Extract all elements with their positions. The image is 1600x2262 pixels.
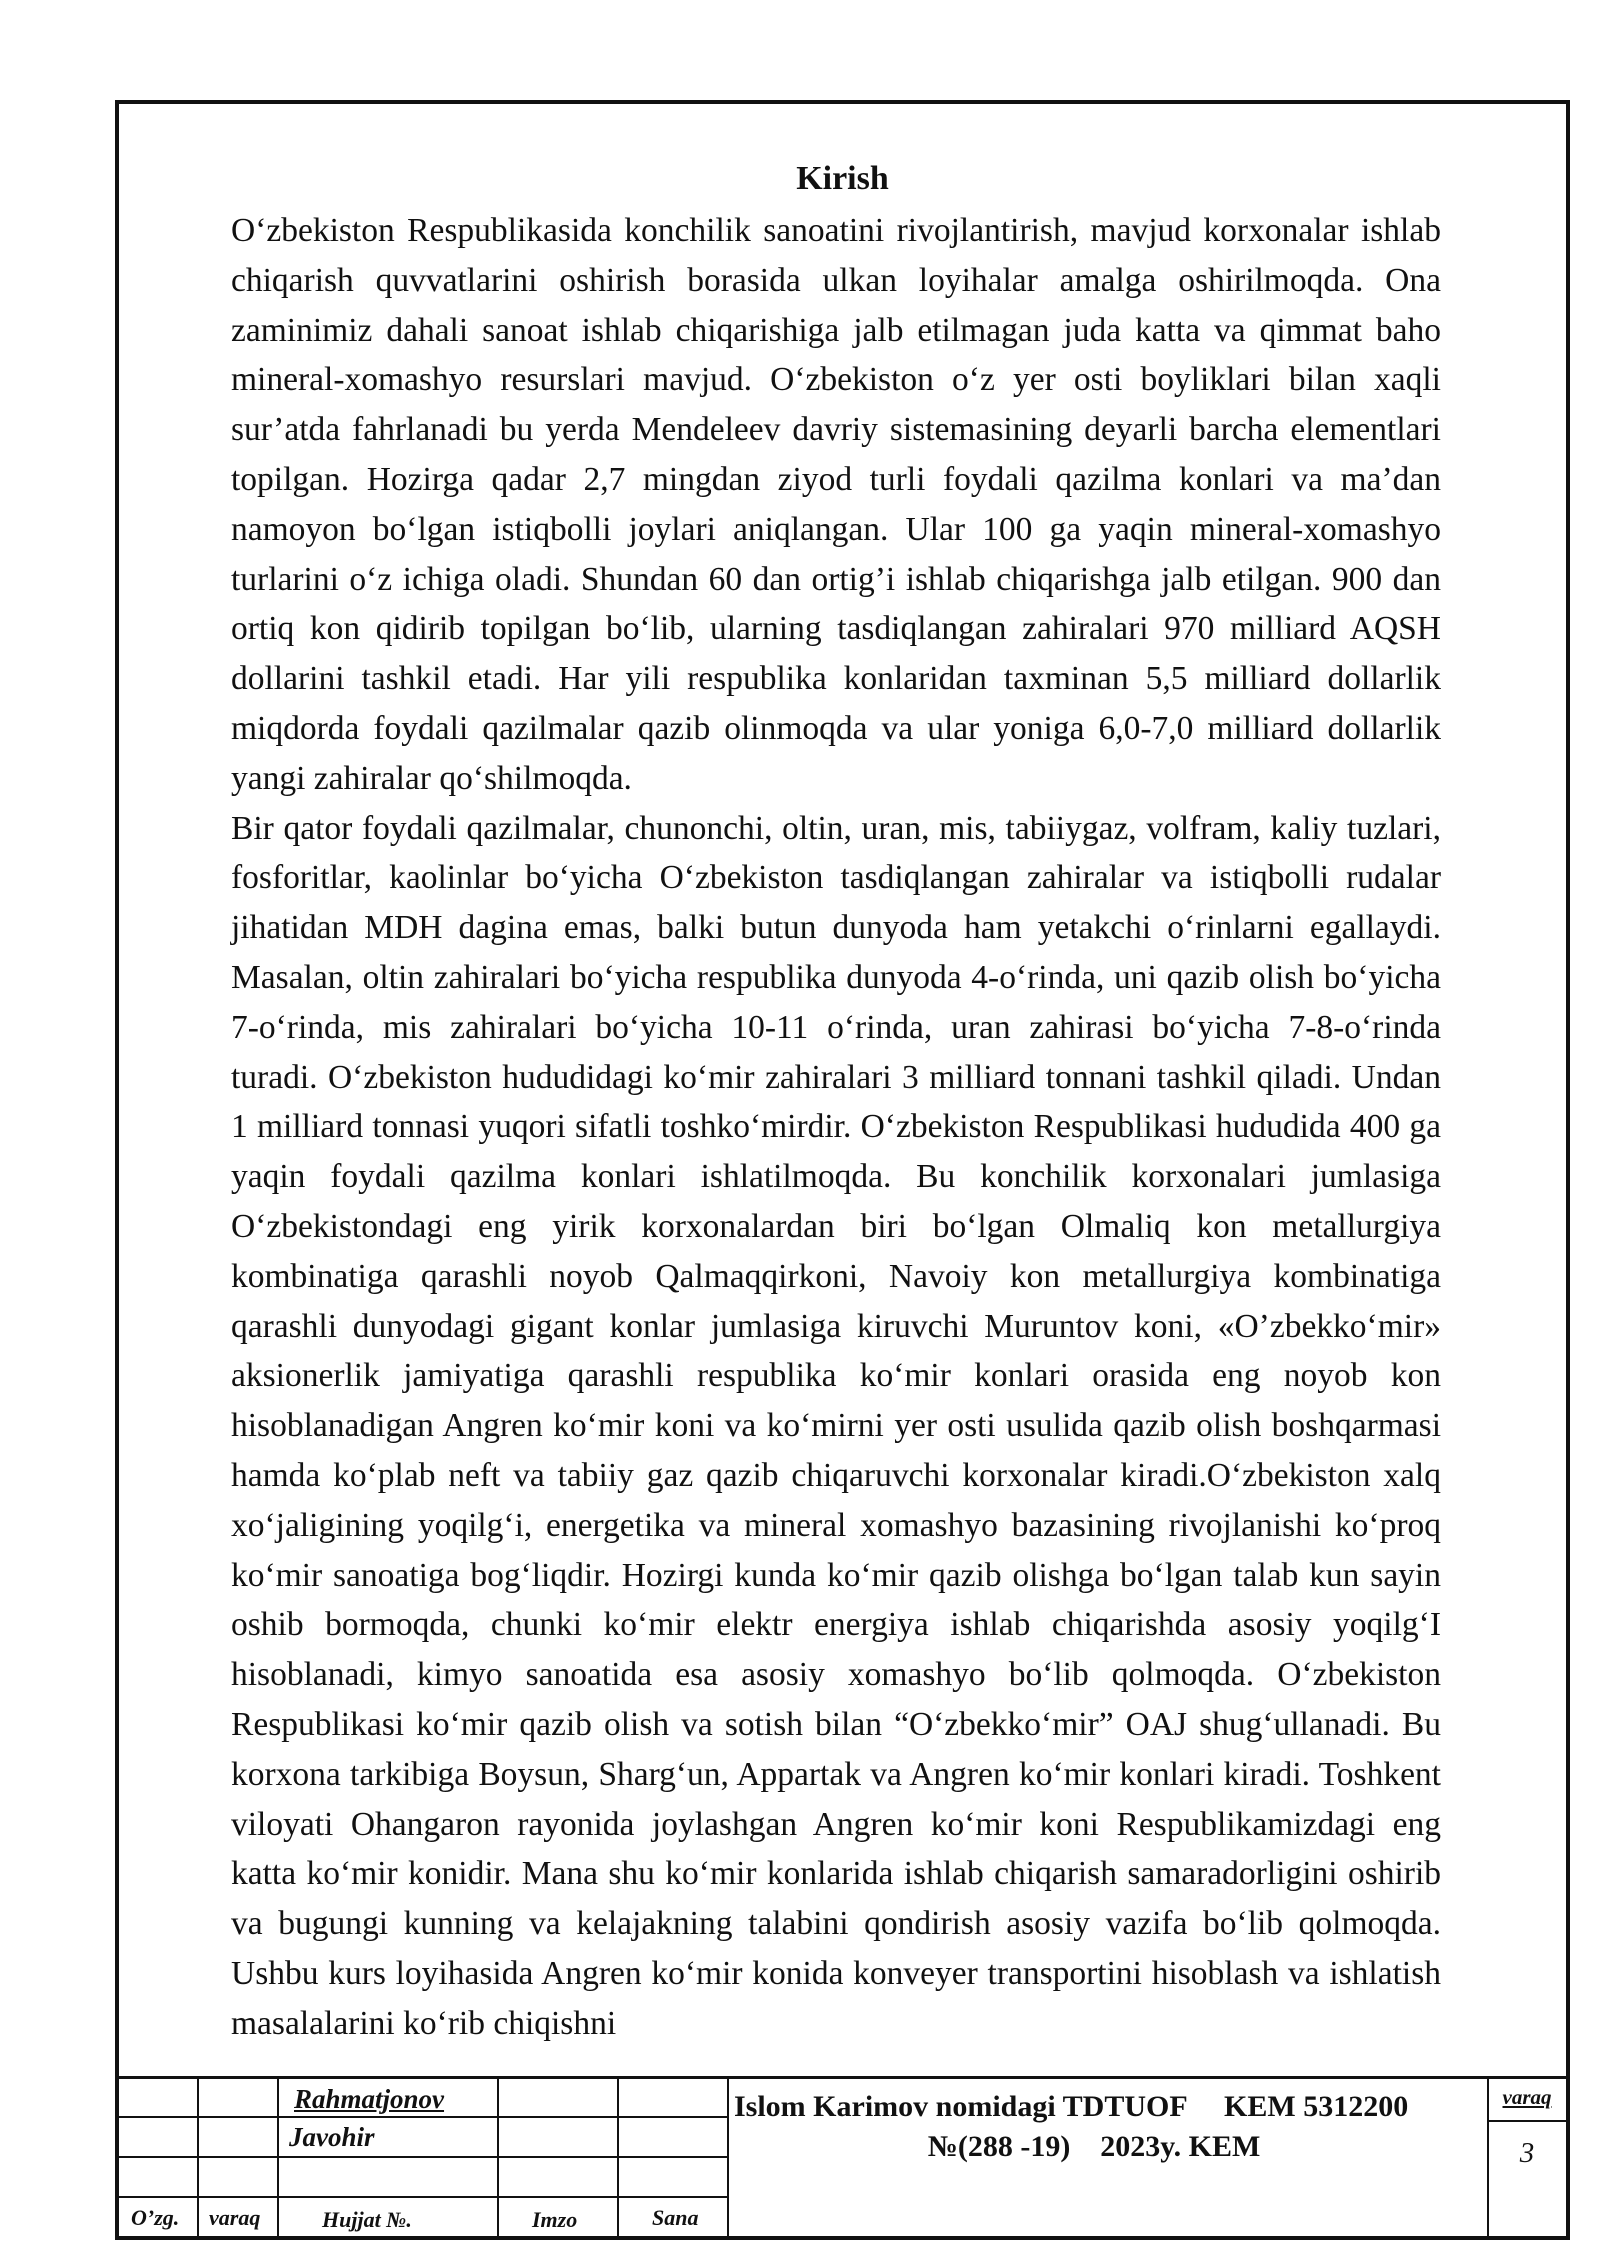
- organization-info: [734, 2087, 1554, 2167]
- page-frame: [115, 100, 1570, 2240]
- header-date: Sana: [652, 2205, 699, 2230]
- header-document-number: Hujjat №.: [322, 2207, 412, 2232]
- body-text: [231, 206, 1441, 2048]
- paragraph-1: O‘zbekiston Respublikasida konchilik sanoatini rivojlantirish, mavjud korxonalar ishlab chiqarish quvvatlarini oshirish borasida ulkan loyihalar amalga oshirilmoqda. Ona zaminimiz dahali sanoat ishlab chiqarishiga jalb etilmagan juda katta va qimmat baho mineral-xomashyo resurslari mavjud. O‘zbekiston o‘z yer osti boyliklari bilan xaqli sur’atda fahrlanadi bu yerda Mendeleev davriy sistemasining deyarli barcha elementlari topilgan. Hozirga qadar 2,7 mingdan ziyod turli foydali qazilma konlari va ma’dan namoyon bo‘lgan istiqbolli joylari aniqlangan. Ular 100 ga yaqin mineral-xomashyo turlarini o‘z ichiga oladi. Shundan 60 dan ortig’i ishlab chiqarishga jalb etilgan. 900 dan ortiq kon qidirib topilgan bo‘lib, ularning tasdiqlangan zahiralari 970 milliard AQSH dollarini tashkil etadi. Har yili respublika konlaridan taxminan 5,5 milliard dollarlik miqdorda foydali qazilmalar qazib olinmoqda va ular yoniga 6,0-7,0 milliard dollarlik yangi zahiralar qo‘shilmoqda.: [231, 212, 1441, 797]
- sheet-number: 3: [1519, 2137, 1535, 2169]
- sheet-label: varaq: [1502, 2085, 1552, 2109]
- paragraph-2: Bir qator foydali qazilmalar, chunonchi, oltin, uran, mis, tabiiygaz, volfram, kaliy tuzlari, fosforitlar, kaolinlar bo‘yicha O‘zbekiston tasdiqlangan zahiralar va istiqbolli rudalar jihatidan MDH dagina emas, balki butun dunyoda ham yetakchi o‘rinlarni egallaydi. Masalan, oltin zahiralari bo‘yicha respublika dunyoda 4-o‘rinda, uni qazib olish bo‘yicha 7-o‘rinda, mis zahiralari bo‘yicha 10-11 o‘rinda, uran zahirasi bo‘yicha 7-8-o‘rinda turadi. O‘zbekiston hududidagi ko‘mir zahiralari 3 milliard tonnani tashkil qiladi. Undan 1 milliard tonnasi yuqori sifatli toshko‘mirdir. O‘zbekiston Respublikasi hududida 400 ga yaqin foydali qazilma konlari ishlatilmoqda. Bu konchilik korxonalari jumlasiga O‘zbekistondagi eng yirik korxonalardan biri bo‘lgan Olmaliq kon metallurgiya kombinatiga qarashli noyob Qalmaqqirkoni, Navoiy kon metallurgiya kombinatiga qarashli dunyodagi gigant konlar jumlasiga kiruvchi Muruntov koni, «O’zbekko‘mir» aksionerlik jamiyatiga qarashli respublika ko‘mir konlari orasida eng noyob kon hisoblanadigan Angren ko‘mir koni va ko‘mirni yer osti usulida qazib olish boshqarmasi hamda ko‘plab neft va tabiiy gaz qazib chiqaruvchi korxonalar kiradi.O‘zbekiston xalq xo‘jaligining yoqilg‘i, energetika va mineral xomashyo bazasining rivojlanishi ko‘proq ko‘mir sanoatiga bog‘liqdir. Hozirgi kunda ko‘mir qazib olishga bo‘lgan talab kun sayin oshib bormoqda, chunki ko‘mir elektr energiya ishlab chiqarishda asosiy yoqilg‘I hisoblanadi, kimyo sanoatida esa asosiy xomashyo bo‘lib qolmoqda. O‘zbekiston Respublikasi ko‘mir qazib olish va sotish bilan “O‘zbekko‘mir” OAJ shug‘ullanadi. Bu korxona tarkibiga Boysun, Sharg‘un, Appartak va Angren ko‘mir konlari kiradi. Toshkent viloyati Ohangaron rayonida joylashgan Angren ko‘mir koni Respublikamizdagi eng katta ko‘mir konidir. Mana shu ko‘mir konlarida ishlab chiqarish samaradorligini oshirib va bugungi kunning va kelajakning talabini qondirish asosiy vazifa bo‘lib qolmoqda. Ushbu kurs loyihasida Angren ko‘mir konida konveyer transportini hisoblash va ishlatish masalalarini ko‘rib chiqishni: [231, 809, 1441, 2042]
- header-change: O’zg.: [131, 2205, 180, 2230]
- grid-line: [119, 2196, 727, 2198]
- grid-line: [727, 2079, 729, 2236]
- page-title: Kirish: [796, 160, 889, 197]
- organization-line-1: Islom Karimov nomidagi TDTUOF KEM 5312200: [734, 2090, 1409, 2123]
- grid-line: [119, 2116, 727, 2118]
- author-surname: Rahmatjonov: [294, 2084, 445, 2114]
- grid-line: [119, 2156, 727, 2158]
- header-sheet: varaq: [209, 2205, 261, 2230]
- organization-line-2: №(288 -19) 2023y. KEM: [927, 2130, 1261, 2163]
- header-signature: Imzo: [532, 2207, 578, 2232]
- title-block: [119, 2076, 1566, 2236]
- author-given-name: Javohir: [289, 2122, 375, 2152]
